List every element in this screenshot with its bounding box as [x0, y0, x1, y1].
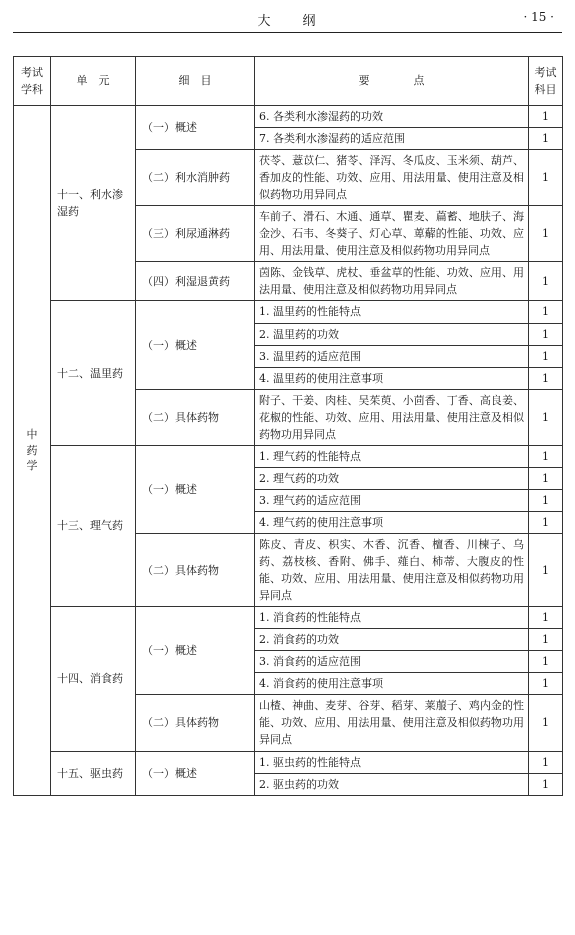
- detail-cell: （二）具体药物: [136, 533, 255, 606]
- point-cell: 附子、干姜、肉桂、吴茱萸、小茴香、丁香、高良姜、花椒的性能、功效、应用、用法用量、使用注意及相似药物功用异同点: [255, 389, 529, 445]
- point-cell: 1. 温里药的性能特点: [255, 301, 529, 323]
- detail-cell: （二）利水消肿药: [136, 150, 255, 206]
- point-cell: 3. 理气药的适应范围: [255, 489, 529, 511]
- table-row: [14, 751, 563, 773]
- point-cell: 陈皮、青皮、枳实、木香、沉香、檀香、川楝子、乌药、荔枝核、香附、佛手、薤白、柿蒂、大腹皮的性能、功效、应用、用法用量、使用注意及相似药物功用异同点: [255, 533, 529, 606]
- level-cell: 1: [529, 695, 563, 751]
- detail-cell: （一）概述: [136, 106, 255, 150]
- level-cell: 1: [529, 511, 563, 533]
- point-cell: 茯苓、薏苡仁、猪苓、泽泻、冬瓜皮、玉米须、葫芦、香加皮的性能、功效、应用、用法用量、使用注意及相似药物功用异同点: [255, 150, 529, 206]
- point-cell: 4. 理气药的使用注意事项: [255, 511, 529, 533]
- level-cell: 1: [529, 651, 563, 673]
- unit-cell: 十三、理气药: [51, 445, 136, 606]
- table-row: [14, 445, 563, 467]
- point-cell: 1. 消食药的性能特点: [255, 607, 529, 629]
- col-header-detail: 细 目: [136, 57, 255, 106]
- subject-label: 中药学: [26, 428, 38, 472]
- col-header-unit: 单 元: [51, 57, 136, 106]
- point-cell: 山楂、神曲、麦芽、谷芽、稻芽、莱菔子、鸡内金的性能、功效、应用、用法用量、使用注意及相似药物功用异同点: [255, 695, 529, 751]
- unit-cell: 十二、温里药: [51, 301, 136, 445]
- point-cell: 1. 驱虫药的性能特点: [255, 751, 529, 773]
- level-cell: 1: [529, 773, 563, 795]
- detail-cell: （四）利湿退黄药: [136, 262, 255, 301]
- level-cell: 1: [529, 345, 563, 367]
- point-cell: 4. 消食药的使用注意事项: [255, 673, 529, 695]
- detail-cell: （一）概述: [136, 445, 255, 533]
- point-cell: 1. 理气药的性能特点: [255, 445, 529, 467]
- point-cell: 2. 驱虫药的功效: [255, 773, 529, 795]
- point-cell: 2. 理气药的功效: [255, 467, 529, 489]
- level-cell: 1: [529, 389, 563, 445]
- point-cell: 7. 各类利水渗湿药的适应范围: [255, 128, 529, 150]
- unit-cell: 十五、驱虫药: [51, 751, 136, 795]
- level-cell: 1: [529, 607, 563, 629]
- table-header-row: [14, 57, 563, 106]
- level-cell: 1: [529, 489, 563, 511]
- page-number: · 15 ·: [523, 10, 554, 24]
- level-cell: 1: [529, 673, 563, 695]
- level-cell: 1: [529, 751, 563, 773]
- point-cell: 3. 消食药的适应范围: [255, 651, 529, 673]
- subject-cell: [14, 106, 51, 796]
- level-cell: 1: [529, 128, 563, 150]
- col-header-level: 考试 科目: [529, 57, 563, 106]
- point-cell: 车前子、滑石、木通、通草、瞿麦、萹蓄、地肤子、海金沙、石韦、冬葵子、灯心草、萆薢的性能、功效、应用、用法用量、使用注意及相似药物功用异同点: [255, 206, 529, 262]
- level-cell: 1: [529, 629, 563, 651]
- point-cell: 3. 温里药的适应范围: [255, 345, 529, 367]
- level-cell: 1: [529, 262, 563, 301]
- syllabus-table: [13, 56, 563, 796]
- table-row: [14, 301, 563, 323]
- level-cell: 1: [529, 106, 563, 128]
- col-header-points: 要 点: [255, 57, 529, 106]
- page-header: [13, 0, 562, 33]
- point-cell: 2. 温里药的功效: [255, 323, 529, 345]
- detail-cell: （一）概述: [136, 751, 255, 795]
- table-row: [14, 106, 563, 128]
- detail-cell: （一）概述: [136, 607, 255, 695]
- unit-cell: 十一、利水渗湿药: [51, 106, 136, 301]
- point-cell: 6. 各类利水渗湿药的功效: [255, 106, 529, 128]
- level-cell: 1: [529, 533, 563, 606]
- level-cell: 1: [529, 367, 563, 389]
- table-row: [14, 607, 563, 629]
- header-title: 大 纲: [257, 14, 318, 29]
- level-cell: 1: [529, 301, 563, 323]
- unit-cell: 十四、消食药: [51, 607, 136, 751]
- detail-cell: （一）概述: [136, 301, 255, 389]
- point-cell: 2. 消食药的功效: [255, 629, 529, 651]
- detail-cell: （二）具体药物: [136, 695, 255, 751]
- level-cell: 1: [529, 150, 563, 206]
- level-cell: 1: [529, 323, 563, 345]
- detail-cell: （三）利尿通淋药: [136, 206, 255, 262]
- point-cell: 4. 温里药的使用注意事项: [255, 367, 529, 389]
- detail-cell: （二）具体药物: [136, 389, 255, 445]
- level-cell: 1: [529, 206, 563, 262]
- level-cell: 1: [529, 467, 563, 489]
- point-cell: 茵陈、金钱草、虎杖、垂盆草的性能、功效、应用、用法用量、使用注意及相似药物功用异同点: [255, 262, 529, 301]
- level-cell: 1: [529, 445, 563, 467]
- col-header-subject: 考试 学科: [14, 57, 51, 106]
- table-body: [14, 106, 563, 796]
